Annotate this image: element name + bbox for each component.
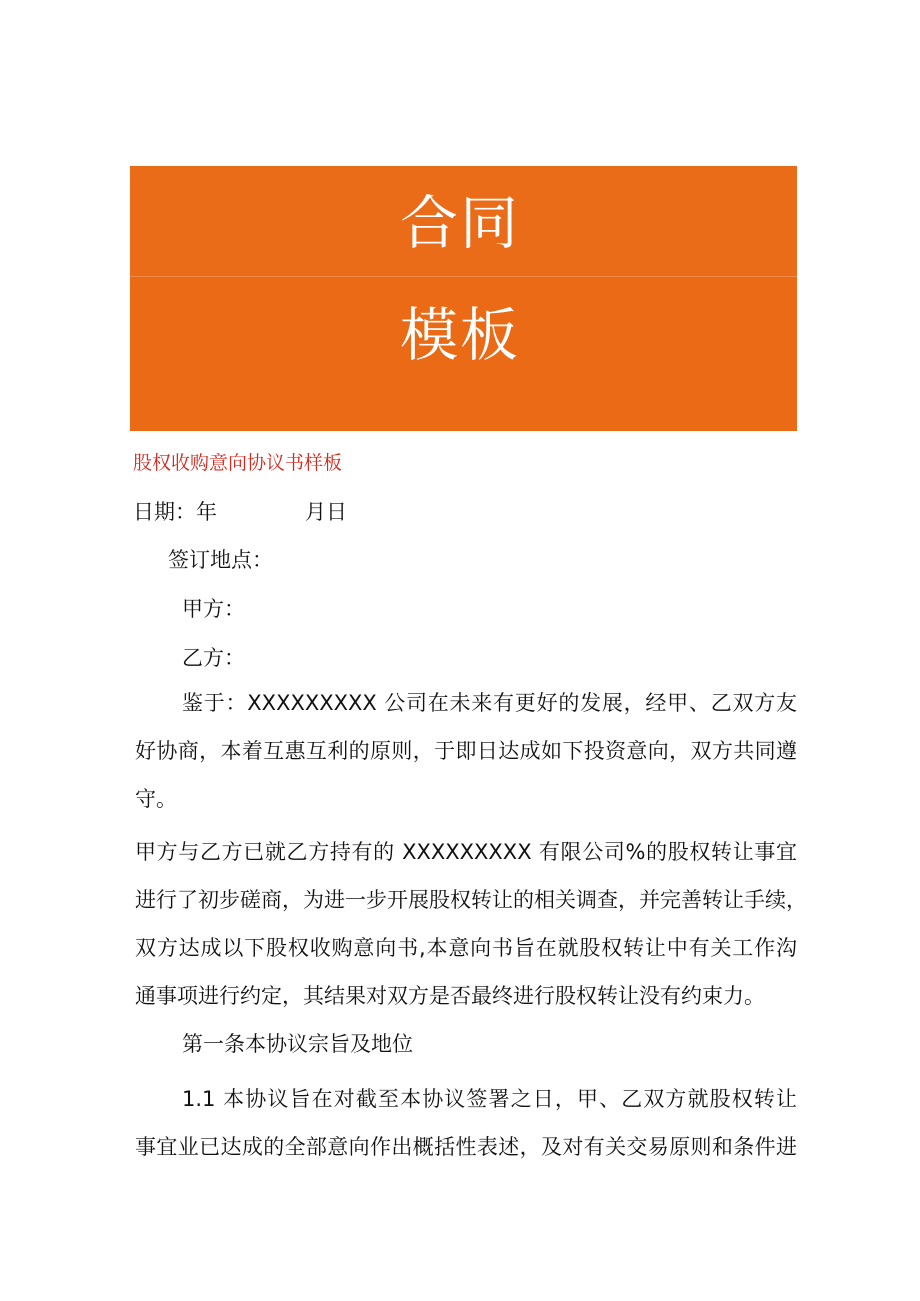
cover-title-line-2: 模板	[399, 301, 520, 369]
clause-1-1-line: 1.1 本协议旨在对截至本协议签署之日，甲、乙双方就股权转让	[182, 1087, 797, 1111]
preface-line: 双方达成以下股权收购意向书,本意向书旨在就股权转让中有关工作沟	[135, 936, 797, 960]
cover-banner-divider	[130, 276, 797, 277]
cover-title-line-1: 合同	[399, 189, 520, 257]
whereas-line: 鉴于：XXXXXXXXX 公司在未来有更好的发展，经甲、乙双方友	[182, 691, 797, 715]
whereas-line: 好协商，本着互惠互利的原则，于即日达成如下投资意向，双方共同遵	[135, 739, 797, 763]
party-b-label: 乙方：	[182, 646, 245, 670]
clause-1-1-paragraph	[135, 1075, 797, 1171]
preface-paragraph	[135, 828, 807, 1020]
document-title: 股权收购意向协议书样板	[133, 452, 343, 474]
signing-place-label: 签订地点：	[168, 548, 273, 572]
preface-line: 进行了初步磋商，为进一步开展股权转让的相关调查，并完善转让手续，	[135, 888, 807, 912]
date-label: 日期：年	[133, 500, 217, 524]
whereas-line: 守。	[135, 787, 177, 811]
whereas-paragraph	[135, 679, 797, 823]
clause-1-1-line: 事宜业已达成的全部意向作出概括性表述，及对有关交易原则和条件进	[135, 1135, 797, 1159]
preface-line: 通事项进行约定，其结果对双方是否最终进行股权转让没有约束力。	[135, 984, 765, 1008]
party-a-label: 甲方：	[182, 597, 245, 621]
preface-line: 甲方与乙方已就乙方持有的 XXXXXXXXX 有限公司%的股权转让事宜	[135, 840, 797, 864]
article-1-heading: 第一条本协议宗旨及地位	[182, 1032, 413, 1056]
date-month-day-label: 月日	[305, 500, 347, 524]
